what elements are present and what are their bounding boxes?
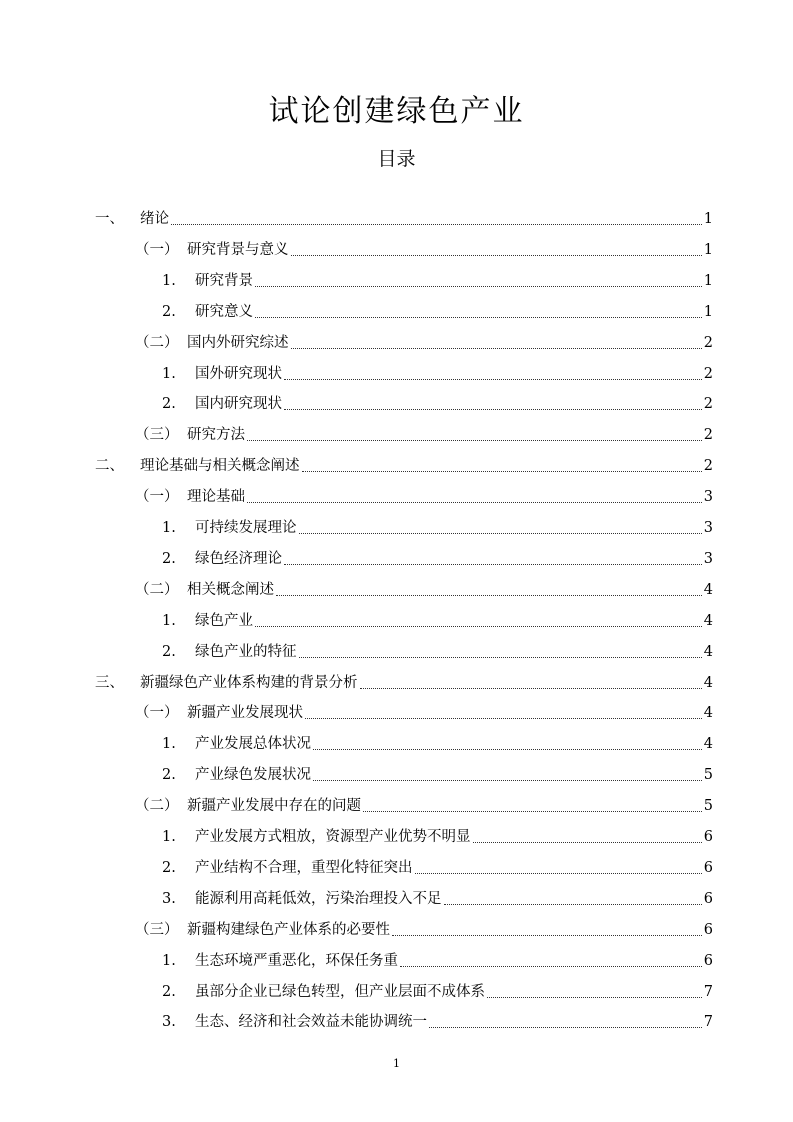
toc-entry-page: 7 bbox=[703, 983, 713, 1000]
toc-dot-leader bbox=[487, 987, 702, 998]
toc-entry-title: 新疆产业发展现状 bbox=[187, 705, 303, 722]
toc-entry-page: 4 bbox=[703, 643, 713, 660]
toc-dot-leader bbox=[429, 1017, 702, 1028]
toc-dot-leader bbox=[392, 925, 702, 936]
toc-entry-title: 相关概念阐述 bbox=[187, 581, 274, 598]
toc-dot-leader bbox=[255, 307, 702, 318]
toc-dot-leader bbox=[444, 894, 702, 905]
toc-entry-page: 2 bbox=[703, 334, 713, 351]
toc-entry[interactable] bbox=[162, 819, 713, 847]
toc-entry[interactable] bbox=[162, 757, 713, 785]
toc-entry-title: 理论基础 bbox=[187, 489, 245, 506]
toc-dot-leader bbox=[284, 369, 702, 380]
toc-entry-title: 绿色产业的特征 bbox=[195, 643, 297, 660]
toc-entry[interactable] bbox=[162, 386, 713, 414]
toc-entry[interactable] bbox=[95, 448, 713, 476]
toc-entry[interactable] bbox=[135, 788, 713, 816]
toc-dot-leader bbox=[360, 678, 702, 689]
page-number: 1 bbox=[393, 1057, 400, 1070]
toc-entry[interactable] bbox=[135, 695, 713, 723]
toc-dot-leader bbox=[291, 338, 702, 349]
toc-entry-page: 3 bbox=[703, 550, 713, 567]
toc-entry-title: 绿色经济理论 bbox=[195, 550, 282, 567]
toc-entry[interactable] bbox=[162, 356, 713, 384]
toc-dot-leader bbox=[171, 214, 702, 225]
toc-entry-number: 1. bbox=[162, 829, 176, 845]
toc-entry-number: （二） bbox=[135, 581, 179, 598]
toc-entry-number: 三、 bbox=[95, 674, 124, 691]
toc-entry-page: 7 bbox=[703, 1014, 713, 1031]
toc-dot-leader bbox=[313, 770, 702, 781]
toc-entry-title: 可持续发展理论 bbox=[195, 520, 297, 536]
toc-dot-leader bbox=[284, 399, 702, 410]
toc-entry[interactable] bbox=[135, 417, 713, 445]
toc-entry[interactable] bbox=[162, 726, 713, 754]
toc-entry-page: 6 bbox=[703, 829, 713, 845]
toc-entry-title: 产业发展总体状况 bbox=[195, 736, 311, 753]
toc-entry-title: 绪论 bbox=[140, 211, 169, 227]
toc-entry-title: 国内研究现状 bbox=[195, 396, 282, 413]
toc-dot-leader bbox=[363, 801, 702, 812]
toc-dot-leader bbox=[415, 863, 702, 874]
toc-entry-title: 理论基础与相关概念阐述 bbox=[140, 458, 300, 475]
toc-entry-page: 2 bbox=[703, 365, 713, 382]
toc-entry[interactable] bbox=[162, 881, 713, 909]
toc-entry-page: 6 bbox=[703, 859, 713, 876]
toc-entry-page: 3 bbox=[703, 489, 713, 506]
toc-entry-title: 新疆产业发展中存在的问题 bbox=[187, 798, 361, 815]
toc-entry-page: 5 bbox=[703, 798, 713, 815]
toc-entry[interactable] bbox=[135, 479, 713, 507]
toc-entry[interactable] bbox=[162, 850, 713, 878]
toc-entry-number: 2. bbox=[162, 983, 176, 1000]
toc-entry-page: 1 bbox=[703, 272, 713, 289]
toc-entry-title: 生态、经济和社会效益未能协调统一 bbox=[195, 1014, 427, 1031]
toc-entry-title: 研究背景 bbox=[195, 272, 253, 289]
toc-dot-leader bbox=[247, 492, 702, 503]
toc-entry-number: 1. bbox=[162, 272, 176, 289]
toc-entry[interactable] bbox=[162, 263, 713, 291]
toc-entry-title: 新疆构建绿色产业体系的必要性 bbox=[187, 921, 390, 938]
toc-entry-title: 能源利用高耗低效，污染治理投入不足 bbox=[195, 890, 442, 907]
toc-entry[interactable] bbox=[162, 603, 713, 631]
toc-entry[interactable] bbox=[135, 572, 713, 600]
toc-entry-number: 1. bbox=[162, 952, 176, 969]
toc-entry[interactable] bbox=[162, 634, 713, 662]
toc-entry-number: 1. bbox=[162, 612, 176, 629]
toc-dot-leader bbox=[255, 276, 702, 287]
toc-dot-leader bbox=[400, 956, 702, 967]
toc-entry-title: 绿色产业 bbox=[195, 612, 253, 629]
toc-dot-leader bbox=[473, 832, 702, 843]
toc-entry-number: 2. bbox=[162, 550, 176, 567]
toc-entry[interactable] bbox=[95, 665, 713, 693]
toc-entry-title: 研究方法 bbox=[187, 427, 245, 444]
toc-entry-number: 2. bbox=[162, 303, 176, 320]
toc-entry-number: 1. bbox=[162, 365, 176, 382]
toc-entry-page: 4 bbox=[703, 674, 713, 691]
toc-entry[interactable] bbox=[162, 943, 713, 971]
toc-entry-number: （二） bbox=[135, 798, 179, 815]
toc-entry-number: 二、 bbox=[95, 458, 124, 475]
toc-entry-page: 4 bbox=[703, 581, 713, 598]
toc-entry[interactable] bbox=[162, 974, 713, 1002]
toc-entry-title: 虽部分企业已绿色转型，但产业层面不成体系 bbox=[195, 983, 485, 1000]
toc-entry-number: （二） bbox=[135, 334, 179, 351]
toc-entry-title: 产业绿色发展状况 bbox=[195, 767, 311, 784]
toc-entry[interactable] bbox=[162, 541, 713, 569]
toc-entry-number: （三） bbox=[135, 427, 179, 444]
toc-entry-page: 4 bbox=[703, 612, 713, 629]
toc-entry-page: 1 bbox=[703, 211, 713, 227]
toc-entry-page: 6 bbox=[703, 921, 713, 938]
toc-entry-number: （三） bbox=[135, 921, 179, 938]
toc-entry[interactable] bbox=[95, 201, 713, 229]
toc-entry-title: 产业发展方式粗放，资源型产业优势不明显 bbox=[195, 829, 471, 845]
toc-dot-leader bbox=[299, 523, 702, 534]
toc-entry[interactable] bbox=[162, 510, 713, 538]
toc-entry-title: 研究意义 bbox=[195, 303, 253, 320]
toc-entry-page: 1 bbox=[703, 303, 713, 320]
toc-entry-title: 国外研究现状 bbox=[195, 365, 282, 382]
toc-dot-leader bbox=[305, 708, 702, 719]
toc-entry-title: 生态环境严重恶化，环保任务重 bbox=[195, 952, 398, 969]
toc-entry-number: （一） bbox=[135, 705, 179, 722]
toc-entry-page: 4 bbox=[703, 736, 713, 753]
toc-dot-leader bbox=[302, 461, 702, 472]
toc-entry-title: 新疆绿色产业体系构建的背景分析 bbox=[140, 674, 358, 691]
document-title: 试论创建绿色产业 bbox=[268, 94, 525, 129]
toc-entry-number: 2. bbox=[162, 396, 176, 413]
toc-dot-leader bbox=[255, 616, 702, 627]
toc-entry-page: 3 bbox=[703, 520, 713, 536]
toc-dot-leader bbox=[291, 245, 702, 256]
toc-entry[interactable] bbox=[162, 1004, 713, 1032]
toc-entry-number: （一） bbox=[135, 489, 179, 506]
toc-entry-number: 1. bbox=[162, 520, 176, 536]
toc-entry-page: 1 bbox=[703, 241, 713, 258]
toc-dot-leader bbox=[299, 647, 702, 658]
toc-entry[interactable] bbox=[135, 232, 713, 260]
toc-entry[interactable] bbox=[135, 912, 713, 940]
toc-entry-page: 6 bbox=[703, 890, 713, 907]
toc-entry-number: 2. bbox=[162, 643, 176, 660]
toc-entry-page: 4 bbox=[703, 705, 713, 722]
toc-entry-page: 2 bbox=[703, 458, 713, 475]
toc-entry-number: 2. bbox=[162, 767, 176, 784]
toc-entry[interactable] bbox=[135, 325, 713, 353]
toc-entry-page: 6 bbox=[703, 952, 713, 969]
toc-entry-page: 2 bbox=[703, 427, 713, 444]
toc-entry-number: （一） bbox=[135, 241, 179, 258]
toc-dot-leader bbox=[247, 430, 702, 441]
toc-entry-title: 研究背景与意义 bbox=[187, 241, 289, 258]
toc-entry-number: 3. bbox=[162, 1014, 176, 1031]
toc-entry-title: 国内外研究综述 bbox=[187, 334, 289, 351]
toc-dot-leader bbox=[313, 739, 702, 750]
toc-entry[interactable] bbox=[162, 294, 713, 322]
toc-heading: 目录 bbox=[377, 148, 416, 170]
toc-entry-page: 2 bbox=[703, 396, 713, 413]
toc-dot-leader bbox=[284, 554, 702, 565]
toc-entry-number: 2. bbox=[162, 859, 176, 876]
toc-dot-leader bbox=[276, 585, 702, 596]
toc-entry-page: 5 bbox=[703, 767, 713, 784]
toc-entry-number: 3. bbox=[162, 890, 176, 907]
toc-entry-number: 一、 bbox=[95, 211, 124, 227]
toc-entry-title: 产业结构不合理，重型化特征突出 bbox=[195, 859, 413, 876]
toc-entry-number: 1. bbox=[162, 736, 176, 753]
